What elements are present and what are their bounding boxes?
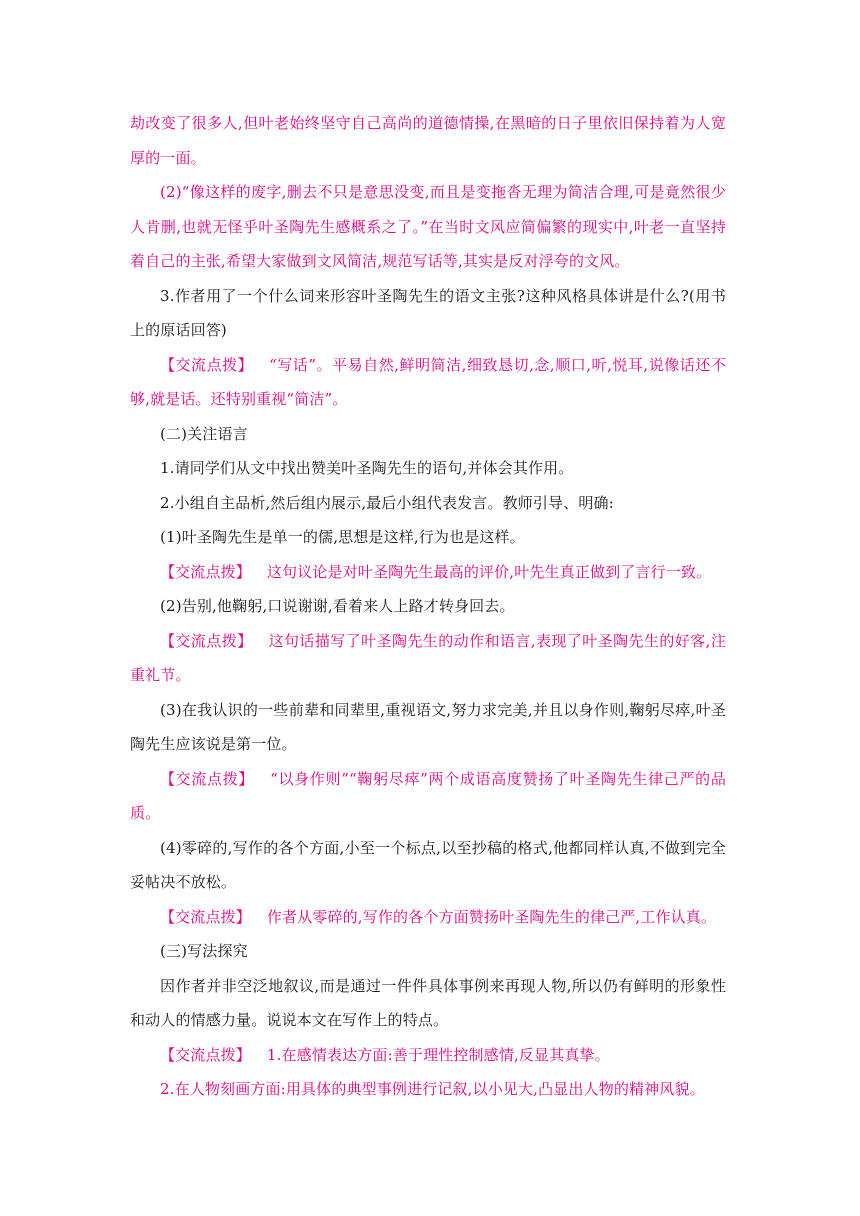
note-text: 作者从零碎的,写作的各个方面赞扬叶圣陶先生的律己严,工作认真。 (266, 907, 717, 926)
answer-point-2: 2.在人物刻画方面:用具体的典型事例进行记叙,以小见大,凸显出人物的精神风貌。 (160, 1080, 705, 1098)
note-tag: 【交流点拨】 (160, 355, 254, 374)
section-heading-writing: (三)写法探究 (160, 942, 248, 960)
quote-3: (3)在我认识的一些前辈和同辈里,重视语文,努力求完美,并且以身作则,鞠躬尽瘁,叶圣陶先生应该说是第一位。 (130, 700, 726, 753)
note-text: 这句议论是对叶圣陶先生最高的评价,叶先生真正做到了言行一致。 (266, 562, 712, 581)
task-1: 1.请同学们从文中找出赞美叶圣陶先生的语句,并体会其作用。 (160, 459, 574, 477)
answer-note (130, 1038, 726, 1073)
note-tag: 【交流点拨】 (160, 1045, 251, 1064)
note-text: “以身作则”“鞠躬尽瘁”两个成语高度赞扬了叶圣陶先生律己严的品质。 (130, 769, 727, 822)
writing-question: 因作者并非空泛地叙议,而是通过一件件具体事例来再现人物,所以仍有鲜明的形象性和动人的情感力量。说说本文在写作上的特点。 (130, 976, 726, 1029)
question-3: 3.作者用了一个什么词来形容叶圣陶先生的语文主张?这种风格具体讲是什么?(用书上的原话回答) (130, 286, 726, 339)
section-heading-language: (二)关注语言 (160, 424, 248, 443)
note-tag: 【交流点拨】 (160, 562, 251, 581)
answer-note (130, 624, 726, 693)
answer-note (130, 900, 726, 935)
note-text: 这句话描写了叶圣陶先生的动作和语言,表现了叶圣陶先生的好客,注重礼节。 (130, 631, 726, 684)
note-text: “写话”。平易自然,鲜明简洁,细致恳切,念,顺口,听,悦耳,说像话还不够,就是话。还特别重视“简洁”。 (130, 355, 726, 408)
quote-4: (4)零碎的,写作的各个方面,小至一个标点,以至抄稿的格式,他都同样认真,不做到完全妥帖决不放松。 (130, 838, 726, 891)
answer-note (130, 555, 726, 590)
answer-note (130, 762, 726, 831)
quote-1: (1)叶圣陶先生是单一的儒,思想是这样,行为也是这样。 (160, 528, 525, 546)
note-tag: 【交流点拨】 (160, 631, 253, 650)
note-text: 1.在感情表达方面:善于理性控制感情,反显其真挚。 (266, 1045, 610, 1064)
note-tag: 【交流点拨】 (160, 769, 255, 788)
document-body (130, 106, 726, 1107)
answer-note (130, 348, 726, 417)
quote-2: (2)告别,他鞠躬,口说谢谢,看着来人上路才转身回去。 (160, 597, 515, 615)
note-tag: 【交流点拨】 (160, 907, 251, 926)
answer-continuation: 劫改变了很多人,但叶老始终坚守自己高尚的道德情操,在黑暗的日子里依旧保持着为人宽厚的一面。 (130, 114, 726, 167)
task-2: 2.小组自主品析,然后组内展示,最后小组代表发言。教师引导、明确: (160, 493, 614, 512)
answer-paragraph: (2)“像这样的废字,删去不只是意思没变,而且是变拖沓无理为简洁合理,可是竟然很少人肯删,也就无怪乎叶圣陶先生感概系之了。”在当时文风应简偏繁的现实中,叶老一直坚持着自己的主张,希望大家做到文风简洁,规范写话等,其实是反对浮夸的文风。 (130, 183, 726, 270)
